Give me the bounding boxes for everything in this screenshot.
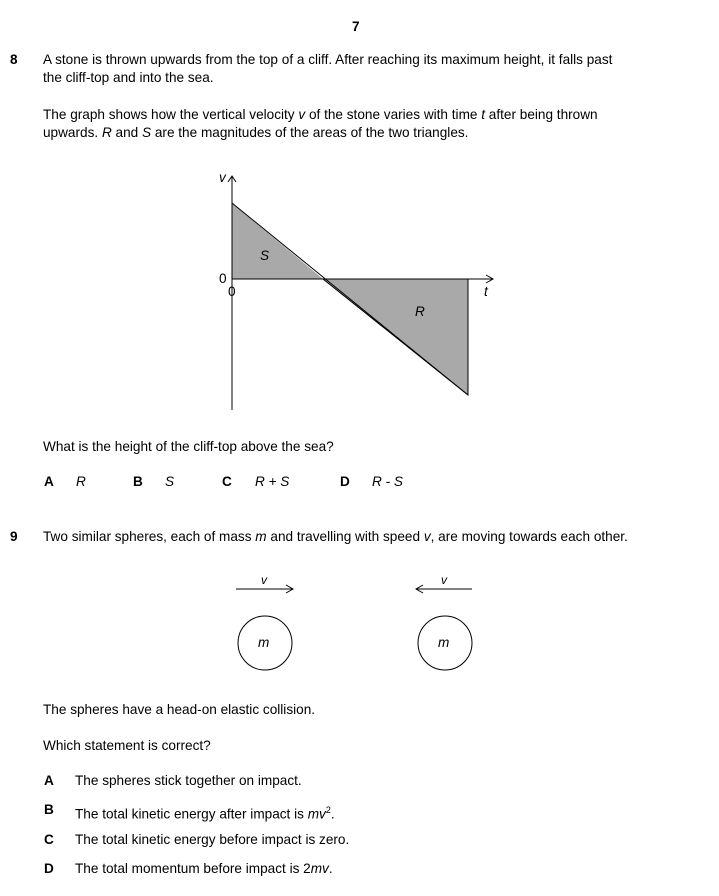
q8-text-line3: The graph shows how the vertical velocity v of the stone varies with time t after being thrown — [43, 107, 598, 122]
q9-option-c: The total kinetic energy before impact is zero. — [75, 832, 350, 847]
q9-option-c-letter: C — [44, 832, 54, 847]
page-number: 7 — [352, 19, 360, 34]
q8-option-a-letter: A — [44, 474, 54, 489]
q9-option-b: The total kinetic energy after impact is $mv^2$. — [75, 805, 335, 822]
q8-question: What is the height of the cliff-top above the sea? — [43, 439, 334, 454]
q9-text-line1: Two similar spheres, each of mass m and travelling with speed v, are moving towards each other. — [43, 529, 628, 544]
q9-question: Which statement is correct? — [43, 738, 211, 753]
q8-option-c-letter: C — [222, 474, 232, 489]
x-origin-label: 0 — [228, 284, 236, 299]
q9-statement: The spheres have a head-on elastic collision. — [43, 702, 316, 717]
area-r-label: R — [415, 304, 425, 319]
q8-option-a: R — [76, 474, 86, 489]
q8-text-line2: the cliff-top and into the sea. — [43, 70, 214, 85]
y-axis-label: v — [219, 170, 226, 185]
area-s-label: S — [260, 248, 270, 263]
q9-option-a-letter: A — [44, 773, 54, 788]
left-velocity-label: v — [261, 573, 267, 587]
q8-text-line4: upwards. R and S are the magnitudes of the areas of the two triangles. — [43, 125, 469, 140]
q8-option-c: R + S — [255, 474, 290, 489]
question-8-number: 8 — [10, 52, 18, 67]
q8-option-b: S — [165, 474, 175, 489]
y-origin-label: 0 — [219, 271, 227, 286]
q8-option-d: R - S — [372, 474, 403, 489]
right-mass-label: m — [438, 635, 450, 650]
q9-option-d-letter: D — [44, 861, 54, 876]
q8-option-d-letter: D — [340, 474, 350, 489]
left-mass-label: m — [258, 635, 270, 650]
q8-option-b-letter: B — [133, 474, 143, 489]
q9-option-d: The total momentum before impact is 2mv. — [75, 861, 333, 876]
q8-text-line1: A stone is thrown upwards from the top of a cliff. After reaching its maximum height, it falls past — [43, 52, 613, 67]
x-axis-label: t — [484, 284, 488, 299]
q9-option-b-letter: B — [44, 802, 54, 817]
q9-option-a: The spheres stick together on impact. — [75, 773, 302, 788]
question-9-number: 9 — [10, 529, 18, 544]
right-velocity-label: v — [441, 573, 447, 587]
